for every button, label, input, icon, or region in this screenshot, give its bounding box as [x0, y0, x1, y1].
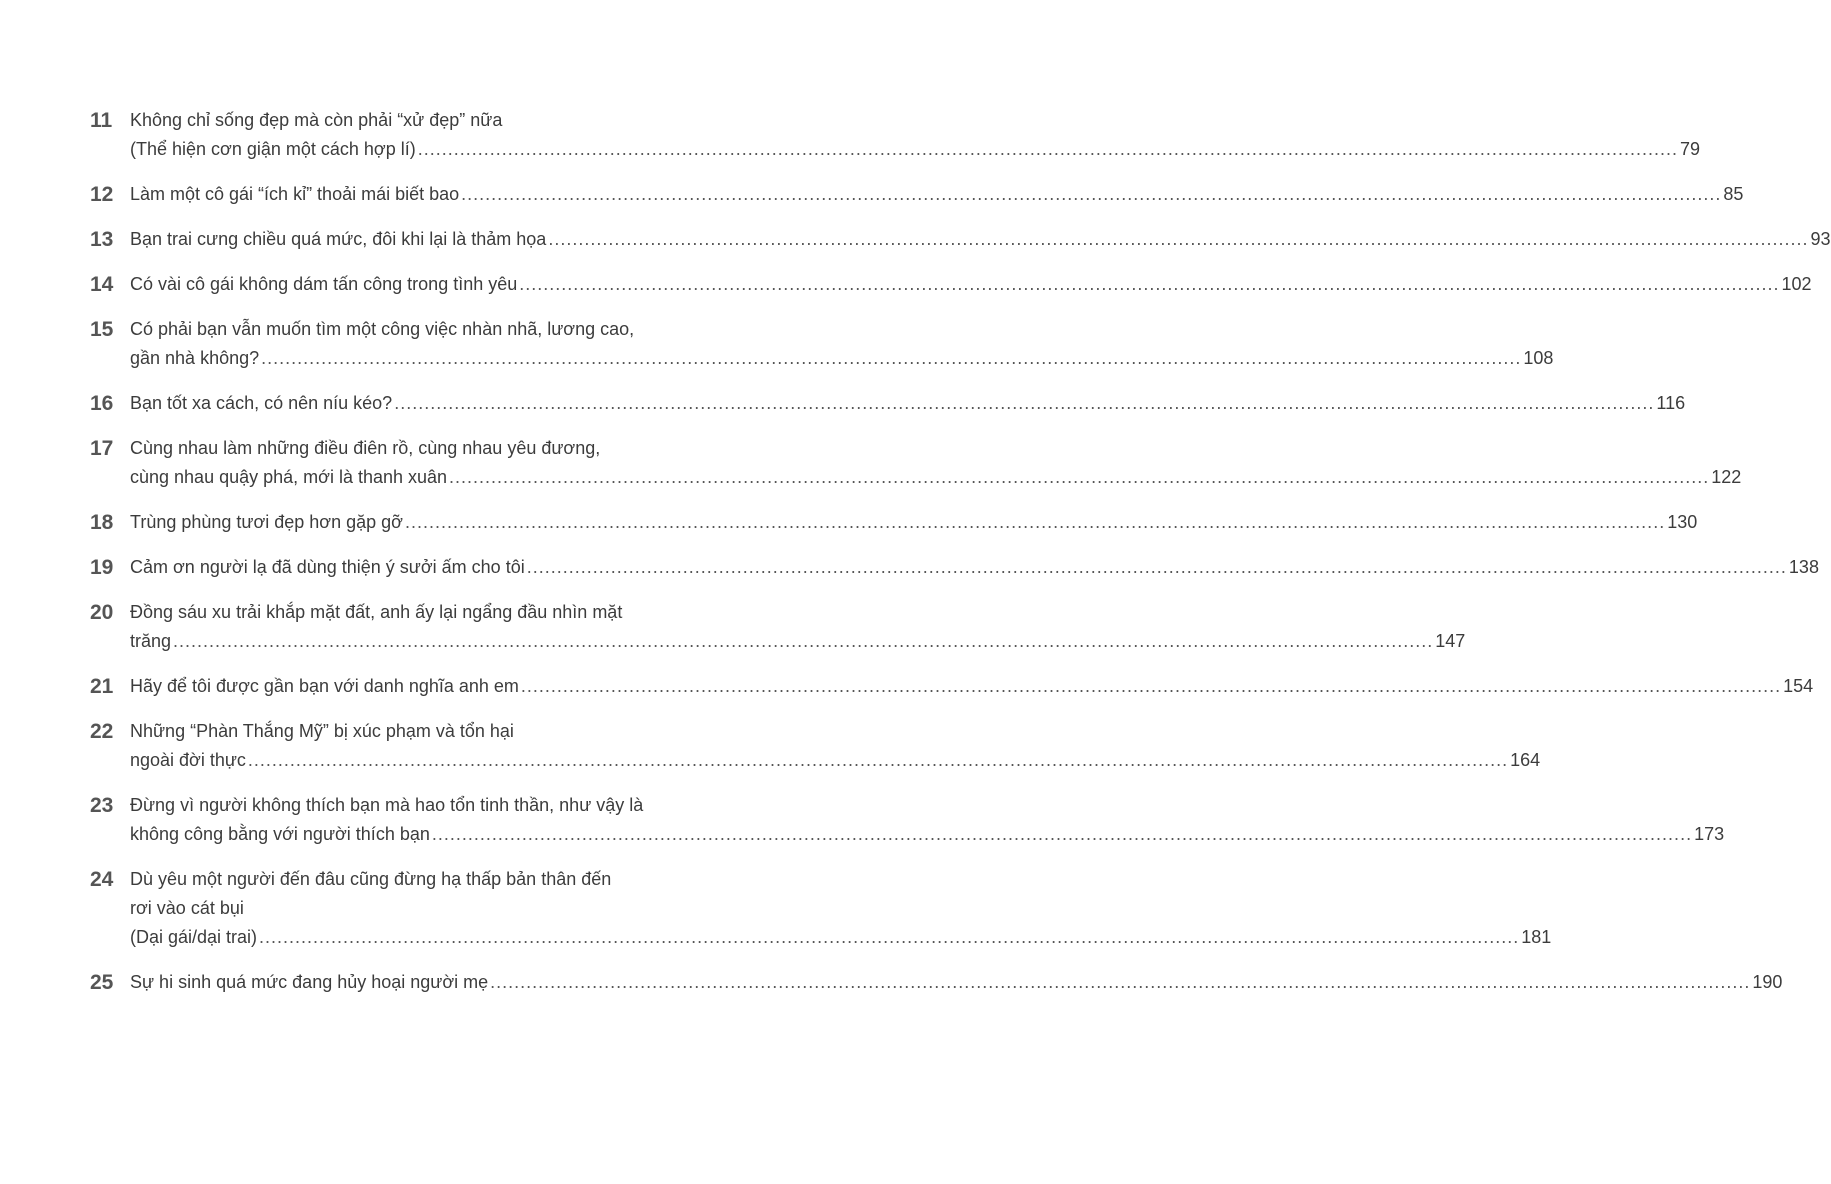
chapter-title-line: Không chỉ sống đẹp mà còn phải “xử đẹp” nữa [130, 110, 503, 130]
chapter-body [130, 508, 1697, 537]
chapter-title-end: (Dại gái/dại trai) [130, 927, 258, 947]
page-number: 190 [1752, 972, 1783, 992]
page-number: 116 [1656, 393, 1686, 413]
chapter-number: 15 [90, 318, 114, 341]
toc-entry [90, 389, 1686, 418]
toc-entry [90, 315, 1554, 373]
chapter-title-line: Những “Phàn Thắng Mỹ” bị xúc phạm và tổn hại [130, 721, 514, 741]
chapter-title-end: Bạn tốt xa cách, có nên níu kéo? [130, 393, 393, 413]
dot-leader [405, 508, 1665, 537]
page-number: 138 [1788, 557, 1819, 577]
chapter-title-end: Hãy để tôi được gần bạn với danh nghĩa anh em [130, 676, 519, 696]
chapter-number: 17 [90, 437, 114, 460]
chapter-body [130, 270, 1812, 299]
chapter-body [130, 598, 1465, 656]
dot-leader [261, 344, 1521, 373]
dot-leader [521, 672, 1781, 701]
chapter-title-end: Sự hi sinh quá mức đang hủy hoại người mẹ [130, 972, 489, 992]
chapter-number: 21 [90, 675, 114, 698]
chapter-number: 12 [90, 183, 114, 206]
chapter-title-end: Trùng phùng tươi đẹp hơn gặp gỡ [130, 512, 403, 532]
chapter-title-line: Cùng nhau làm những điều điên rồ, cùng nhau yêu đương, [130, 438, 601, 458]
page-number: 147 [1435, 631, 1466, 651]
chapter-last-line [130, 344, 1553, 373]
chapter-title-line: Có phải bạn vẫn muốn tìm một công việc nhàn nhã, lương cao, [130, 319, 635, 339]
chapter-body [130, 791, 1724, 849]
page-number: 164 [1510, 750, 1541, 770]
chapter-body [130, 717, 1540, 775]
toc-entry [90, 968, 1783, 997]
page-number: 130 [1667, 512, 1698, 532]
toc-entry [90, 270, 1812, 299]
chapter-title-end: trăng [130, 631, 172, 651]
toc-entry [90, 225, 1831, 254]
toc-entry [90, 717, 1541, 775]
chapter-title-end: không công bằng với người thích bạn [130, 824, 430, 844]
toc-entry [90, 791, 1725, 849]
chapter-body [130, 553, 1819, 582]
chapter-last-line [130, 135, 1700, 164]
chapter-body [130, 434, 1741, 492]
chapter-number: 14 [90, 273, 114, 296]
chapter-title-end: Cảm ơn người lạ đã dùng thiện ý sưởi ấm cho tôi [130, 557, 525, 577]
toc-entry [90, 434, 1742, 492]
dot-leader [548, 225, 1808, 254]
chapter-title-line: Dù yêu một người đến đâu cũng đừng hạ thấp bản thân đến [130, 869, 612, 889]
chapter-title-end: gần nhà không? [130, 348, 260, 368]
chapter-title-end: Có vài cô gái không dám tấn công trong tình yêu [130, 274, 518, 294]
page-number: 79 [1679, 139, 1700, 159]
chapter-title-line: Đồng sáu xu trải khắp mặt đất, anh ấy lại ngẩng đầu nhìn mặt [130, 602, 623, 622]
chapter-body [130, 225, 1831, 254]
page-number: 108 [1523, 348, 1554, 368]
chapter-title-end: (Thể hiện cơn giận một cách hợp lí) [130, 139, 416, 159]
chapter-title-end: Làm một cô gái “ích kỉ” thoải mái biết bao [130, 184, 460, 204]
chapter-body [130, 672, 1813, 701]
table-of-contents [90, 106, 1831, 1013]
chapter-last-line [130, 627, 1465, 656]
chapter-number: 22 [90, 720, 114, 743]
chapter-number: 24 [90, 868, 114, 891]
chapter-body [130, 968, 1782, 997]
chapter-body [130, 315, 1553, 373]
chapter-number: 13 [90, 228, 114, 251]
toc-entry [90, 553, 1819, 582]
dot-leader [461, 180, 1721, 209]
dot-leader [449, 463, 1709, 492]
page-number: 173 [1694, 824, 1725, 844]
chapter-body [130, 389, 1685, 418]
dot-leader [418, 135, 1678, 164]
chapter-last-line [130, 463, 1741, 492]
dot-leader [173, 627, 1433, 656]
dot-leader [490, 968, 1750, 997]
chapter-number: 18 [90, 511, 114, 534]
chapter-number: 25 [90, 971, 114, 994]
chapter-number: 20 [90, 601, 114, 624]
chapter-body [130, 106, 1700, 164]
chapter-number: 19 [90, 556, 114, 579]
page-number: 85 [1723, 184, 1744, 204]
page-number: 154 [1783, 676, 1814, 696]
chapter-title-line: Đừng vì người không thích bạn mà hao tổn tinh thần, như vậy là [130, 795, 644, 815]
chapter-last-line [130, 672, 1813, 701]
page-number: 102 [1781, 274, 1812, 294]
chapter-last-line [130, 225, 1831, 254]
toc-entry [90, 865, 1552, 952]
chapter-last-line [130, 508, 1697, 537]
chapter-last-line [130, 746, 1540, 775]
chapter-number: 23 [90, 794, 114, 817]
toc-entry [90, 598, 1466, 656]
toc-entry [90, 180, 1744, 209]
dot-leader [259, 923, 1519, 952]
chapter-title-end: Bạn trai cưng chiều quá mức, đôi khi lại là thảm họa [130, 229, 547, 249]
chapter-body [130, 865, 1551, 952]
chapter-last-line [130, 180, 1743, 209]
chapter-last-line [130, 553, 1819, 582]
dot-leader [432, 820, 1692, 849]
page-number: 93 [1810, 229, 1831, 249]
toc-entry [90, 672, 1814, 701]
dot-leader [394, 389, 1654, 418]
chapter-last-line [130, 968, 1782, 997]
chapter-title-end: ngoài đời thực [130, 750, 246, 770]
chapter-title-end: cùng nhau quậy phá, mới là thanh xuân [130, 467, 448, 487]
page-number: 181 [1521, 927, 1552, 947]
dot-leader [527, 553, 1787, 582]
chapter-body [130, 180, 1743, 209]
chapter-last-line [130, 270, 1812, 299]
chapter-last-line [130, 923, 1551, 952]
toc-entry [90, 508, 1698, 537]
page-number: 122 [1711, 467, 1742, 487]
chapter-number: 11 [90, 109, 113, 132]
dot-leader [248, 746, 1508, 775]
dot-leader [519, 270, 1779, 299]
chapter-last-line [130, 389, 1685, 418]
chapter-title-line: rơi vào cát bụi [130, 898, 244, 918]
toc-entry [90, 106, 1700, 164]
chapter-number: 16 [90, 392, 114, 415]
chapter-last-line [130, 820, 1724, 849]
